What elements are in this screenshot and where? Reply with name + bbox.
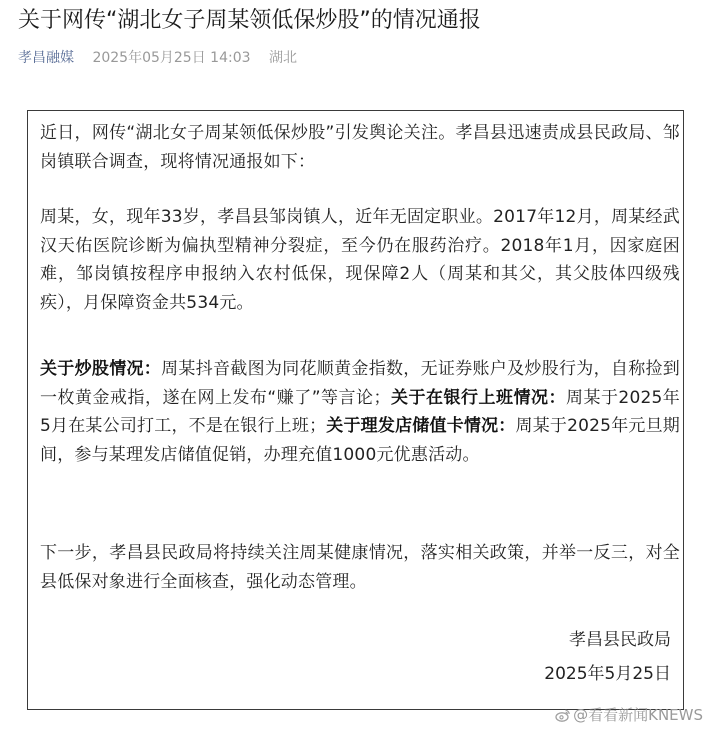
notice-card <box>27 110 684 710</box>
watermark-text: @看看新闻KNEWS <box>573 706 703 724</box>
publish-datetime: 2025年05月25日 14:03 <box>92 50 251 66</box>
source-link[interactable]: 孝昌融媒 <box>18 50 74 66</box>
region-label: 湖北 <box>268 50 297 66</box>
text-bank-job: 周某于2025年5月在某公司打工，不是在银行上班； <box>40 387 680 436</box>
signature-date: 2025年5月25日 <box>544 664 671 684</box>
heading-bank-job: 关于在银行上班情况： <box>390 387 566 408</box>
heading-barber-card: 关于理发店储值卡情况： <box>326 416 516 436</box>
article-meta <box>18 48 297 68</box>
notice-paragraph-findings <box>40 355 680 469</box>
signature-organization: 孝昌县民政局 <box>569 630 671 650</box>
watermark <box>555 704 703 725</box>
notice-paragraph-next-steps: 下一步，孝昌县民政局将持续关注周某健康情况，落实相关政策，并举一反三，对全县低保对象进行全面核查，强化动态管理。 <box>40 543 680 592</box>
notice-paragraph-background: 周某，女，现年33岁，孝昌县邹岗镇人，近年无固定职业。2017年12月，周某经武汉天佑医院诊断为偏执型精神分裂症，至今仍在服药治疗。2018年1月，因家庭困难，邹岗镇按程序申报纳入农村低保，现保障2人（周某和其父，其父肢体四级残疾），月保障资金共534元。 <box>40 207 680 313</box>
notice-paragraph-intro: 近日，网传“湖北女子周某领低保炒股”引发舆论关注。孝昌县迅速责成县民政局、邹岗镇联合调查，现将情况通报如下： <box>40 123 680 172</box>
weibo-icon <box>555 707 571 723</box>
text-barber-card: 周某于2025年元旦期间，参与某理发店储值促销，办理充值1000元优惠活动。 <box>40 416 681 465</box>
text-stock-trading: 周某抖音截图为同花顺黄金指数，无证券账户及炒股行为，自称捡到一枚黄金戒指，遂在网上发布“赚了”等言论； <box>40 359 681 408</box>
heading-stock-trading: 关于炒股情况： <box>40 359 162 379</box>
article-title: 关于网传“湖北女子周某领低保炒股”的情况通报 <box>18 8 481 33</box>
